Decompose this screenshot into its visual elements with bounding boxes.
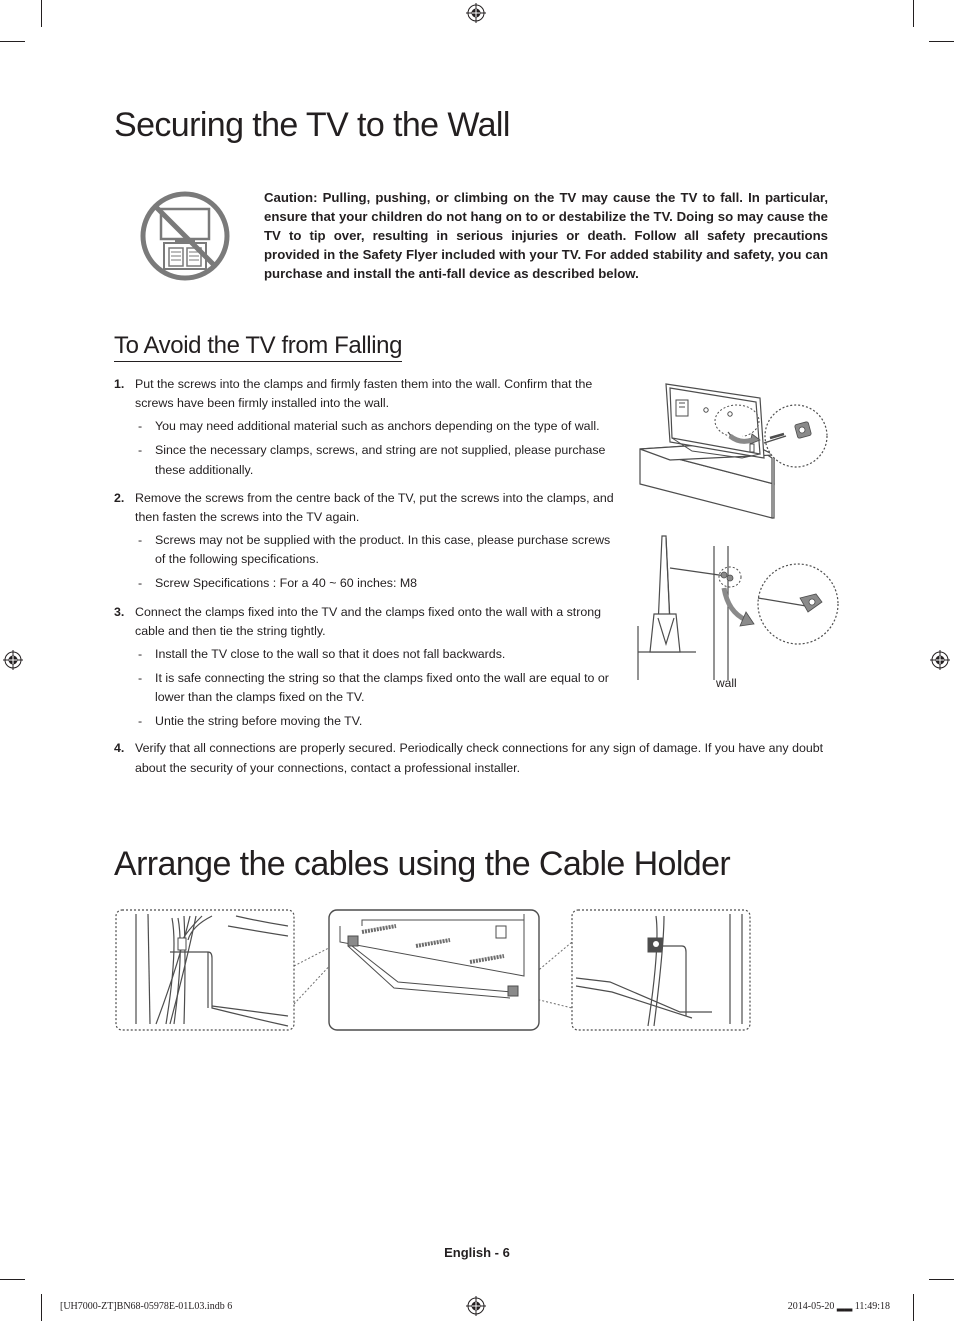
step-number: 3. — [114, 604, 125, 619]
print-timestamp: 2014-05-20 ▂▂ 11:49:18 — [787, 1301, 890, 1312]
dash: - — [138, 576, 143, 591]
dash: - — [138, 714, 143, 729]
step-note — [135, 669, 615, 707]
step-text: Remove the screws from the centre back of the TV, put the screws into the clamps, and then fasten the screws into the TV again. — [135, 490, 614, 525]
step-number: 1. — [114, 377, 125, 391]
section-title: Arrange the cables using the Cable Holder — [114, 845, 731, 883]
crosshair-registration-icon — [930, 650, 950, 670]
step-number: 2. — [114, 490, 125, 505]
note-text: Install the TV close to the wall so that it does not fall backwards. — [155, 647, 506, 662]
step-2 — [114, 489, 615, 594]
step-note — [135, 712, 615, 731]
step-text: Put the screws into the clamps and firmly fasten them into the wall. Confirm that the screws have been firmly installed into the wall. — [135, 377, 593, 411]
note-text: Untie the string before moving the TV. — [155, 714, 363, 729]
step-1 — [114, 375, 615, 480]
step-4 — [114, 739, 835, 777]
step-note — [135, 531, 615, 569]
crosshair-registration-icon — [466, 1296, 486, 1316]
dash: - — [138, 671, 143, 686]
file-info: [UH7000-ZT]BN68-05978E-01L03.indb 6 — [60, 1301, 233, 1312]
step-note — [135, 417, 615, 436]
note-text: You may need additional material such as anchors depending on the type of wall. — [155, 419, 600, 434]
crosshair-registration-icon — [466, 3, 486, 23]
step-note — [135, 574, 615, 593]
step-3 — [114, 603, 615, 732]
dash: - — [138, 443, 143, 458]
dash: - — [138, 533, 143, 548]
step-note — [135, 441, 615, 479]
page-title: Securing the TV to the Wall — [114, 106, 510, 144]
note-text: Screws may not be supplied with the product. In this case, please purchase screws of the following specifications. — [155, 533, 611, 567]
dash: - — [138, 647, 143, 662]
step-note — [135, 645, 615, 664]
no-climbing-on-tv-icon — [139, 190, 231, 282]
caution-text: Caution: Pulling, pushing, or climbing on the TV may cause the TV to fall. In particular, ensure that your children do not hang on to or destabilize the TV. Doing so may cause the TV to tip over, resulting in serious injuries or death. Follow all safety precautions provided in the Safety Flyer included with your TV. For added stability and safety, you can purchase and install the anti-fall device as described below. — [264, 190, 828, 281]
note-text: It is safe connecting the string so that the clamps fixed onto the wall are equal to or lower than the clamps fixed on the TV. — [155, 671, 609, 705]
tv-side-wall-diagram — [636, 532, 842, 682]
subsection-title: To Avoid the TV from Falling — [114, 331, 402, 362]
step-text: Connect the clamps fixed into the TV and the clamps fixed onto the wall with a strong cable and then tie the string tightly. — [135, 604, 602, 638]
step-text: Verify that all connections are properly secured. Periodically check connections for any sign of damage. If you have any doubt about the security of your connections, contact a professional installer. — [135, 741, 824, 775]
wall-label: wall — [716, 676, 737, 690]
tv-rear-clamp-diagram — [636, 376, 832, 522]
cable-holder-diagram — [112, 906, 756, 1036]
note-text: Screw Specifications : For a 40 ~ 60 inches: M8 — [155, 576, 418, 591]
step-number: 4. — [114, 741, 125, 756]
crosshair-registration-icon — [3, 650, 23, 670]
page-number: English - 6 — [444, 1245, 510, 1260]
note-text: Since the necessary clamps, screws, and string are not supplied, please purchase these additionally. — [155, 443, 606, 477]
dash: - — [138, 419, 143, 434]
